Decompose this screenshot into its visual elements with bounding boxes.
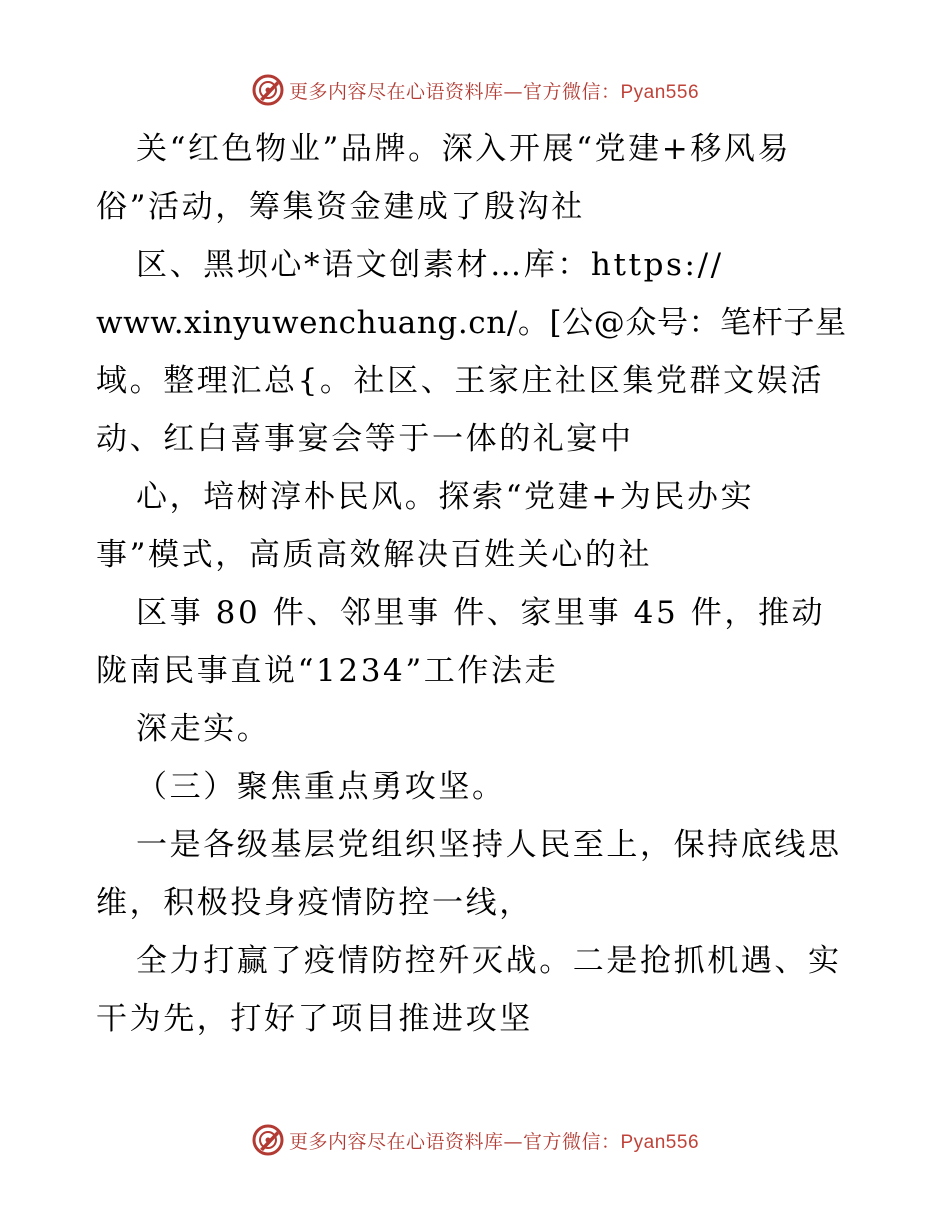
document-body	[96, 120, 866, 1048]
text-line: 维，积极投身疫情防控一线，	[96, 885, 533, 921]
section-heading: （三）聚焦重点勇攻坚。	[136, 769, 506, 805]
brand-logo-icon	[251, 1123, 285, 1157]
text-line: 心，培树淳朴民风。探索“党建+为民办实	[136, 479, 755, 515]
watermark-text: 更多内容尽在心语资料库—官方微信：Pyan556	[288, 80, 700, 103]
text-line: 区事 80 件、邻里事 件、家里事 45 件，推动	[136, 595, 826, 631]
text-line: 动、红白喜事宴会等于一体的礼宴中	[96, 421, 634, 457]
text-line: 一是各级基层党组织坚持人民至上，保持底线思	[136, 827, 842, 863]
text-line: 深走实。	[136, 711, 271, 747]
text-line: 干为先，打好了项目推进攻坚	[96, 1001, 533, 1037]
text-line: 全力打赢了疫情防控歼灭战。二是抢抓机遇、实	[136, 943, 842, 979]
text-line: 事”模式，高质高效解决百姓关心的社	[96, 537, 653, 573]
footer-watermark	[0, 1120, 950, 1160]
text-line: 陇南民事直说“1234”工作法走	[96, 653, 559, 689]
text-line: www.xinyuwenchuang.cn/。[公@众号：笔杆子星	[96, 305, 847, 341]
brand-logo-icon	[251, 73, 285, 107]
header-watermark	[0, 70, 950, 110]
text-line: 域。整理汇总{。社区、王家庄社区集党群文娱活	[96, 363, 824, 399]
text-line: 区、黑坝心*语文创素材…库：https://	[136, 247, 724, 283]
text-line: 关“红色物业”品牌。深入开展“党建+移风易	[136, 131, 792, 167]
watermark-text: 更多内容尽在心语资料库—官方微信：Pyan556	[288, 1130, 700, 1153]
text-line: 俗”活动，筹集资金建成了殷沟社	[96, 189, 585, 225]
